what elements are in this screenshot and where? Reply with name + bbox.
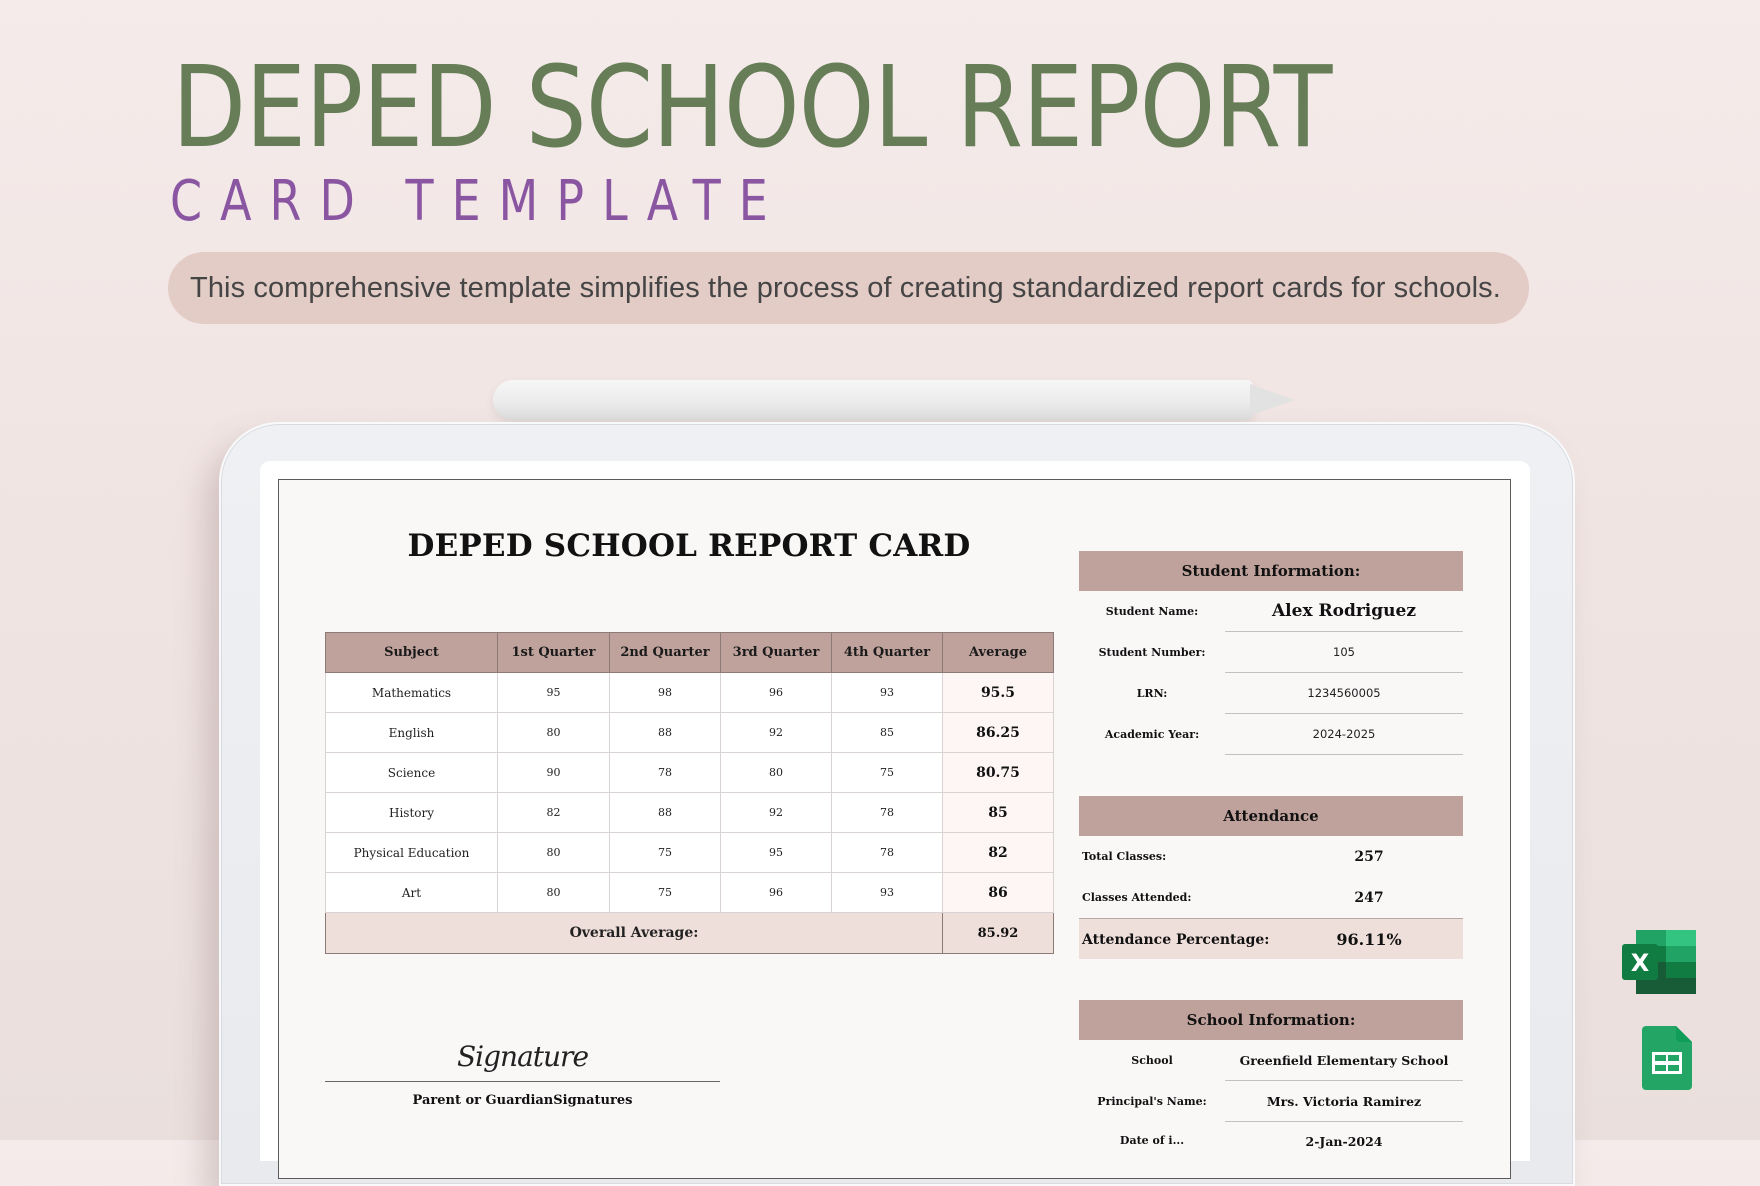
- q1-cell[interactable]: 90: [498, 753, 610, 793]
- average-cell[interactable]: 86.25: [943, 713, 1054, 753]
- total-classes-value[interactable]: 257: [1354, 848, 1384, 865]
- average-cell[interactable]: 95.5: [943, 673, 1054, 713]
- q1-cell[interactable]: 80: [498, 833, 610, 873]
- google-sheets-icon: [1642, 1026, 1692, 1090]
- school-row: [1079, 1040, 1463, 1081]
- table-row: [326, 873, 1054, 913]
- classes-attended-value[interactable]: 247: [1354, 889, 1384, 906]
- total-classes-label: Total Classes:: [1082, 850, 1167, 863]
- table-row: [326, 673, 1054, 713]
- q1-cell[interactable]: 80: [498, 873, 610, 913]
- overall-average-label: Overall Average:: [326, 913, 943, 954]
- total-classes-row: [1079, 836, 1463, 877]
- q2-cell[interactable]: 78: [610, 753, 721, 793]
- subject-cell[interactable]: History: [326, 793, 498, 833]
- column-header-q4: 4th Quarter: [832, 633, 943, 673]
- attendance-percentage-label: Attendance Percentage:: [1082, 931, 1270, 948]
- q1-cell[interactable]: 95: [498, 673, 610, 713]
- academic-year-value[interactable]: 2024-2025: [1225, 714, 1463, 755]
- q2-cell[interactable]: 75: [610, 833, 721, 873]
- stylus-pencil: [493, 380, 1253, 420]
- q2-cell[interactable]: 88: [610, 793, 721, 833]
- average-cell[interactable]: 80.75: [943, 753, 1054, 793]
- q4-cell[interactable]: 93: [832, 873, 943, 913]
- date-row: [1079, 1122, 1463, 1149]
- q3-cell[interactable]: 96: [721, 673, 832, 713]
- signature-label: Parent or GuardianSignatures: [412, 1093, 633, 1108]
- lrn-value[interactable]: 1234560005: [1225, 673, 1463, 714]
- average-cell[interactable]: 85: [943, 793, 1054, 833]
- table-row: [326, 753, 1054, 793]
- q2-cell[interactable]: 98: [610, 673, 721, 713]
- subject-cell[interactable]: Art: [326, 873, 498, 913]
- svg-text:X: X: [1630, 949, 1650, 977]
- attendance-percentage-row: [1079, 918, 1463, 959]
- q3-cell[interactable]: 96: [721, 873, 832, 913]
- excel-icon: [1622, 930, 1696, 994]
- column-header-subject: Subject: [326, 633, 498, 673]
- signature-script: Signature: [456, 1040, 589, 1073]
- school-value[interactable]: Greenfield Elementary School: [1225, 1040, 1463, 1081]
- q3-cell[interactable]: 80: [721, 753, 832, 793]
- table-row: [326, 833, 1054, 873]
- description-pill: [168, 252, 1529, 324]
- classes-attended-label: Classes Attended:: [1082, 891, 1192, 904]
- q3-cell[interactable]: 92: [721, 713, 832, 753]
- table-row: [326, 793, 1054, 833]
- q2-cell[interactable]: 88: [610, 713, 721, 753]
- principal-label: Principal's Name:: [1097, 1095, 1207, 1108]
- student-number-row: [1079, 632, 1463, 673]
- q2-cell[interactable]: 75: [610, 873, 721, 913]
- principal-row: [1079, 1081, 1463, 1122]
- attendance-percentage-value[interactable]: 96.11%: [1336, 930, 1402, 949]
- lrn-label: LRN:: [1136, 687, 1168, 700]
- subject-cell[interactable]: English: [326, 713, 498, 753]
- q4-cell[interactable]: 93: [832, 673, 943, 713]
- date-label: Date of i...: [1119, 1134, 1185, 1147]
- column-header-q3: 3rd Quarter: [721, 633, 832, 673]
- grades-header-row: [326, 633, 1054, 673]
- signature-line[interactable]: [325, 1081, 720, 1082]
- average-cell[interactable]: 86: [943, 873, 1054, 913]
- school-label: School: [1131, 1054, 1173, 1067]
- student-info-header: Student Information:: [1079, 551, 1463, 591]
- overall-average-row: [326, 913, 1054, 954]
- subject-cell[interactable]: Mathematics: [326, 673, 498, 713]
- description-text: This comprehensive template simplifies the process of creating standardized report cards for schools.: [190, 271, 1501, 304]
- student-name-value[interactable]: Alex Rodriguez: [1225, 591, 1463, 632]
- stylus-tip: [1250, 384, 1294, 416]
- q1-cell[interactable]: 82: [498, 793, 610, 833]
- report-card-title: DEPED SCHOOL REPORT CARD: [407, 528, 971, 564]
- academic-year-label: Academic Year:: [1104, 728, 1200, 741]
- overall-average-value[interactable]: 85.92: [943, 913, 1054, 954]
- date-value[interactable]: 2-Jan-2024: [1305, 1134, 1383, 1149]
- school-info-header: School Information:: [1079, 1000, 1463, 1040]
- q3-cell[interactable]: 95: [721, 833, 832, 873]
- lrn-row: [1079, 673, 1463, 714]
- grades-table: [325, 632, 1054, 954]
- student-name-label: Student Name:: [1105, 605, 1199, 618]
- student-number-value[interactable]: 105: [1225, 632, 1463, 673]
- subject-cell[interactable]: Physical Education: [326, 833, 498, 873]
- q1-cell[interactable]: 80: [498, 713, 610, 753]
- column-header-q1: 1st Quarter: [498, 633, 610, 673]
- q4-cell[interactable]: 85: [832, 713, 943, 753]
- attendance-header: Attendance: [1079, 796, 1463, 836]
- table-row: [326, 713, 1054, 753]
- q4-cell[interactable]: 78: [832, 833, 943, 873]
- q4-cell[interactable]: 78: [832, 793, 943, 833]
- classes-attended-row: [1079, 877, 1463, 918]
- q4-cell[interactable]: 75: [832, 753, 943, 793]
- column-header-average: Average: [943, 633, 1054, 673]
- student-name-row: [1079, 591, 1463, 632]
- academic-year-row: [1079, 714, 1463, 755]
- column-header-q2: 2nd Quarter: [610, 633, 721, 673]
- hero-title: DEPED SCHOOL REPORT: [172, 43, 1332, 173]
- q3-cell[interactable]: 92: [721, 793, 832, 833]
- average-cell[interactable]: 82: [943, 833, 1054, 873]
- subject-cell[interactable]: Science: [326, 753, 498, 793]
- hero-subtitle: CARD TEMPLATE: [170, 169, 786, 234]
- principal-value[interactable]: Mrs. Victoria Ramirez: [1225, 1081, 1463, 1122]
- student-number-label: Student Number:: [1098, 646, 1206, 659]
